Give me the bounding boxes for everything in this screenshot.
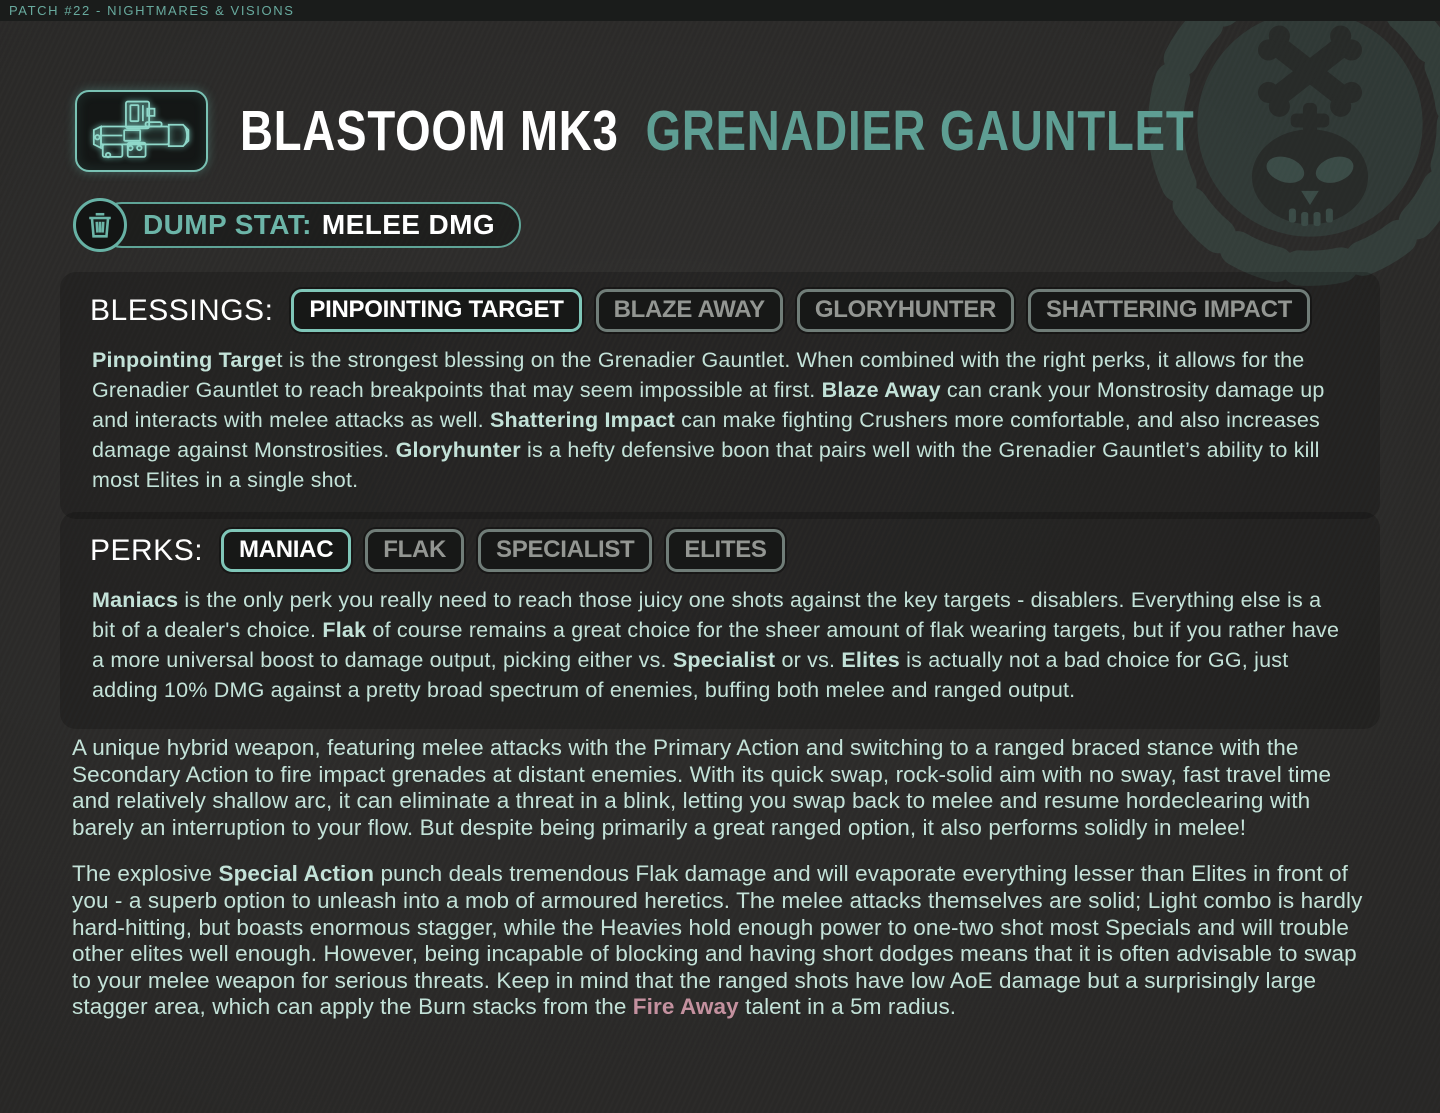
- blessings-heading: BLESSINGS:: [90, 293, 274, 327]
- page-title: [240, 98, 1195, 163]
- weapon-icon-frame: [75, 90, 208, 172]
- patch-title: PATCH #22 - NIGHTMARES & VISIONS: [9, 3, 295, 18]
- perk-pill[interactable]: FLAK: [365, 529, 464, 572]
- blessing-pill[interactable]: SHATTERING IMPACT: [1028, 289, 1310, 332]
- overview-paragraph: A unique hybrid weapon, featuring melee attacks with the Primary Action and switching to a ranged braced stance with the Secondary Action to fire impact grenades at distant enemies. With its quick swap, rock-solid aim with no sway, fast travel time and relatively shallow arc, it can eliminate a threat in a blink, letting you swap back to melee and resume hordeclearing with barely an interruption to your flow. But despite being primarily a great ranged option, it also performs solidly in melee!: [72, 735, 1332, 840]
- grenadier-gauntlet-weapon-icon: [88, 98, 196, 164]
- trash-icon: [87, 211, 113, 239]
- perks-header: [90, 529, 1350, 572]
- weapon-overview: [72, 735, 1372, 1041]
- weapon-family-name: GRENADIER GAUNTLET: [645, 98, 1195, 163]
- perk-pill[interactable]: SPECIALIST: [478, 529, 652, 572]
- weapon-mark-name: BLASTOOM MK3: [240, 98, 619, 163]
- perks-section: [60, 512, 1380, 729]
- patch-banner: [0, 0, 1440, 21]
- perks-heading: PERKS:: [90, 533, 204, 567]
- overview-paragraph: The explosive Special Action punch deals tremendous Flak damage and will evaporate everything lesser than Elites in front of you - a superb option to unleash into a mob of armoured heretics. The melee attacks themselves are solid; Light combo is hardly hard-hitting, but boasts enormous stagger, while the Heavies hold enough power to one-two shot most Specials and will trouble other elites well enough. However, being incapable of blocking and having short dodges means that it is often advisable to swap to your melee weapon for serious threats. Keep in mind that the ranged shots have low AoE damage but a surprisingly large stagger area, which can apply the Burn stacks from the Fire Away talent in a 5m radius.: [72, 861, 1363, 1020]
- blessings-section: [60, 272, 1380, 519]
- blessing-pill[interactable]: BLAZE AWAY: [596, 289, 783, 332]
- dump-stat-pill: [99, 202, 521, 248]
- blessings-pill-group: [291, 289, 1310, 332]
- dump-stat-badge: [73, 198, 521, 252]
- blessings-description: Pinpointing Target is the strongest blessing on the Grenadier Gauntlet. When combined with the right perks, it allows for the Grenadier Gauntlet to reach breakpoints that may seem impossible at first. Blaze Away can crank your Monstrosity damage up and interacts with melee attacks as well. Shattering Impact can make fighting Crushers more comfortable, and also increases damage against Monstrosities. Gloryhunter is a hefty defensive boon that pairs well with the Grenadier Gauntlet’s ability to kill most Elites in a single shot.: [92, 348, 1325, 492]
- perk-pill-active[interactable]: MANIAC: [221, 529, 351, 572]
- dump-stat-label: DUMP STAT:: [143, 209, 312, 240]
- perk-pill[interactable]: ELITES: [666, 529, 784, 572]
- weapon-header: [75, 90, 1400, 172]
- perks-description: Maniacs is the only perk you really need to reach those juicy one shots against the key targets - disablers. Everything else is a bit of a dealer's choice. Flak of course remains a great choice for the sheer amount of flak wearing targets, but if you rather have a more universal boost to damage output, picking either vs. Specialist or vs. Elites is actually not a bad choice for GG, just adding 10% DMG against a pretty broad spectrum of enemies, buffing both melee and ranged output.: [92, 588, 1340, 702]
- blessings-header: [90, 289, 1350, 332]
- blessing-pill-active[interactable]: PINPOINTING TARGET: [291, 289, 581, 332]
- perks-pill-group: [221, 529, 785, 572]
- trash-icon-circle: [73, 198, 127, 252]
- blessing-pill[interactable]: GLORYHUNTER: [797, 289, 1014, 332]
- dump-stat-value: MELEE DMG: [321, 209, 496, 240]
